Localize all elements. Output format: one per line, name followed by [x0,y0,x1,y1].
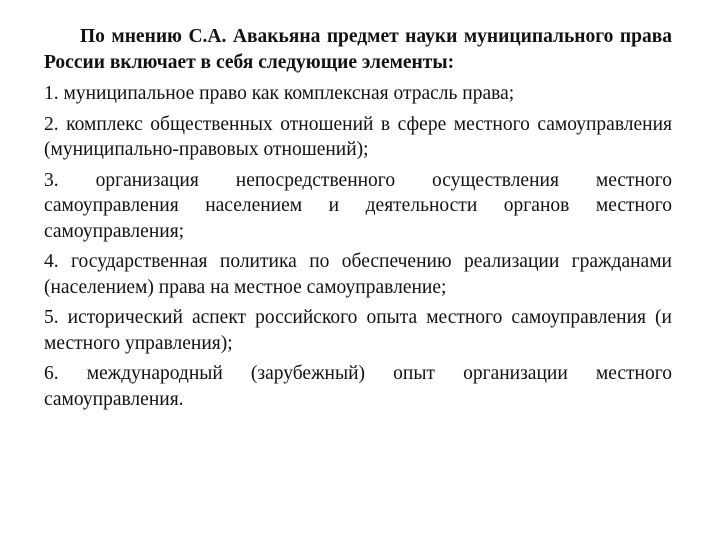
list-item-4: 4. государственная политика по обеспечению реализации гражданами (населением) права на местное самоуправление; [44,251,672,298]
list-item-1: 1. муниципальное право как комплексная отрасль права; [44,83,515,104]
slide-content [44,24,672,417]
list-item-3: 3. организация непосредственного осуществления местного самоуправления населением и деятельности органов местного самоуправления; [44,169,672,242]
list-item-2: 2. комплекс общественных отношений в сфере местного самоуправления (муниципально-правовых отношений); [44,113,672,160]
list-item-5: 5. исторический аспект российского опыта местного самоуправления (и местного управления); [44,307,672,354]
slide-intro: По мнению С.А. Авакьяна предмет науки муниципального права России включает в себя следующие элементы: [44,26,672,73]
list-item-6: 6. международный (зарубежный) опыт организации местного самоуправления. [44,363,672,410]
